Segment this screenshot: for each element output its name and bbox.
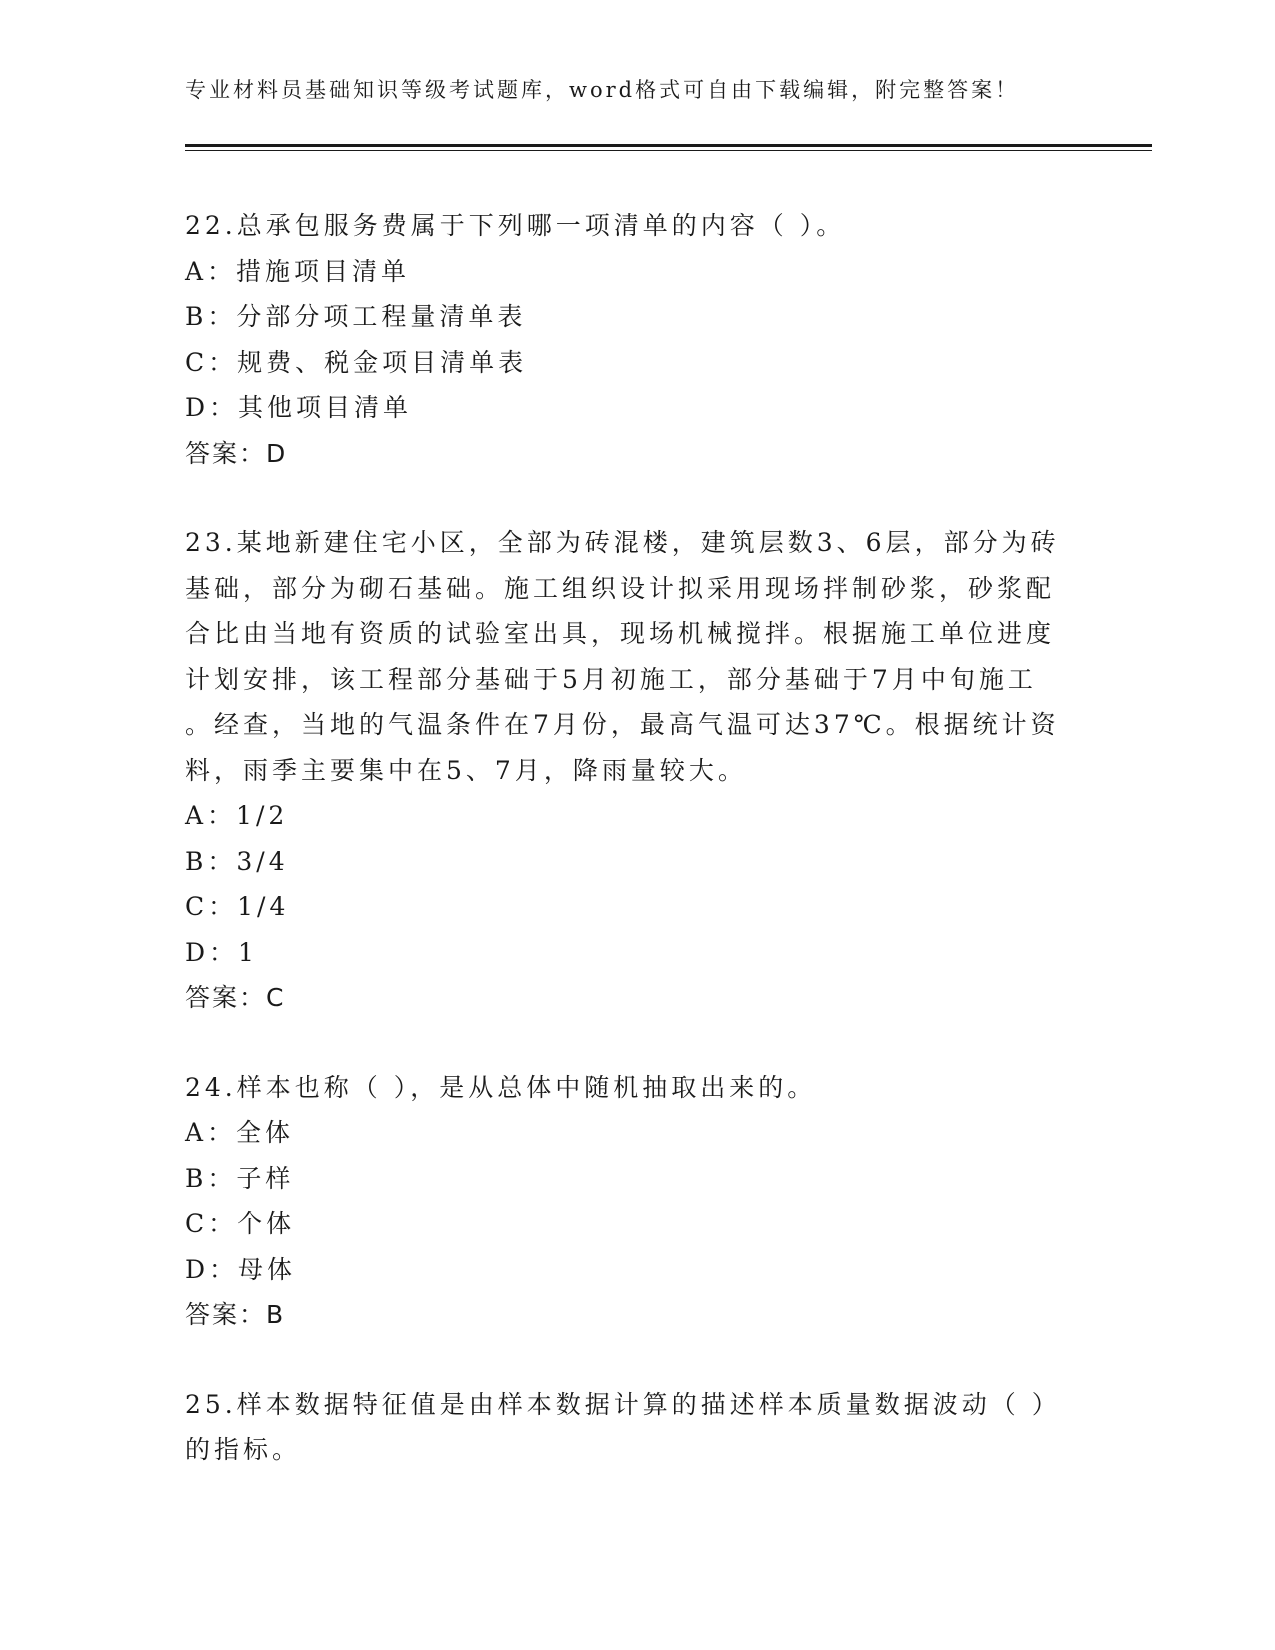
question-stem: 25.样本数据特征值是由样本数据计算的描述样本质量数据波动（ ）: [185, 1389, 1061, 1419]
question-23: [185, 520, 1085, 1021]
answer: 答案：C: [185, 983, 286, 1012]
option-a: A：1/2: [185, 801, 289, 830]
question-22: [185, 203, 1085, 476]
option-d: D：1: [185, 937, 258, 967]
option-c: C：个体: [185, 1209, 296, 1238]
page-header: 专业材料员基础知识等级考试题库，word格式可自由下载编辑，附完整答案！: [185, 78, 1020, 102]
header-rule-thin: [185, 150, 1152, 151]
question-stem: 24.样本也称（ ），是从总体中随机抽取出来的。: [185, 1072, 817, 1102]
option-c: C：1/4: [185, 892, 290, 921]
option-b: B：3/4: [185, 846, 289, 876]
question-stem: 的指标。: [185, 1435, 302, 1464]
question-24: [185, 1065, 1085, 1338]
question-25: [185, 1382, 1085, 1473]
question-stem: 。经查，当地的气温条件在7月份，最高气温可达37℃。根据统计资: [185, 710, 1060, 739]
question-stem: 基础，部分为砌石基础。施工组织设计拟采用现场拌制砂浆，砂浆配: [185, 573, 1056, 603]
answer: 答案：D: [185, 438, 288, 468]
question-stem: 料，雨季主要集中在5、7月，降雨量较大。: [185, 755, 747, 785]
question-stem: 23.某地新建住宅小区，全部为砖混楼，建筑层数3、6层，部分为砖: [185, 528, 1060, 557]
option-d: D：母体: [185, 1254, 297, 1284]
option-b: B：分部分项工程量清单表: [185, 302, 527, 331]
option-c: C：规费、税金项目清单表: [185, 347, 528, 377]
answer: 答案：B: [185, 1300, 286, 1329]
question-stem: 合比由当地有资质的试验室出具，现场机械搅拌。根据施工单位进度: [185, 619, 1056, 648]
option-b: B：子样: [185, 1163, 295, 1193]
option-a: A：措施项目清单: [185, 256, 411, 286]
question-stem: 22.总承包服务费属于下列哪一项清单的内容（ ）。: [185, 211, 846, 240]
header-rule-thick: [185, 144, 1152, 147]
option-a: A：全体: [185, 1118, 295, 1147]
question-list: [185, 203, 1085, 1517]
question-stem: 计划安排，该工程部分基础于5月初施工，部分基础于7月中旬施工: [185, 664, 1037, 694]
option-d: D：其他项目清单: [185, 393, 413, 422]
